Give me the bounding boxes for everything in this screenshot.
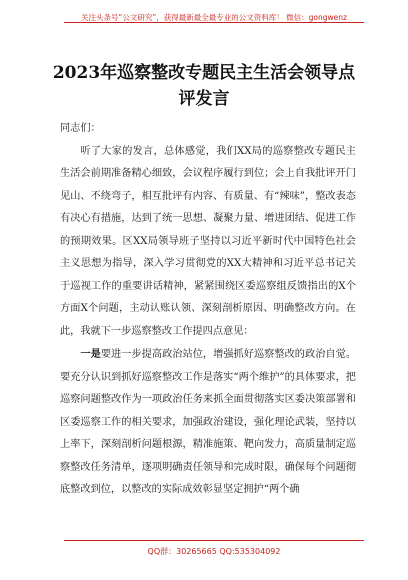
title-line-2: 评发言 [178, 89, 230, 109]
paragraph-2-text: 要进一步提高政治站位，增强抓好巡察整改的政治自觉。要充分认识到抓好巡察整改工作是落实“两个维护”的具体要求，把巡察问题整改作为一项政治任务来抓全面贯彻落实区委决策部署和区委巡察工作的相关要求，加强政治建设，强化理论武装，坚持以上率下，深刻剖析问题根源，精准施策、靶向发力，高质量制定巡察整改任务清单，逐项明确责任领导和完成时限，确保每个问题彻底整改到位，以整改的实际成效彰显坚定拥护“两个确 [60, 349, 357, 495]
paragraph-2-lead: 一是 [80, 348, 101, 360]
paragraph-1: 听了大家的发言，总体感觉，我们XX局的巡察整改专题民主生活会前期准备精心细致，会议程序履行到位；会上自我批评开门见山、不绕弯子，相互批评有内容、有质量、有“辣味”，整改表态有决心有措施，达到了统一思想、凝聚力量、增进团结、促进工作的预期效果。区XX局领导班子坚持以习近平新时代中国特色社会主义思想为指导，深入学习贯彻党的XX大精神和习近平总书记关于巡视工作的重要讲话精神，紧紧围绕区委巡察组反馈指出的X个方面X个问题，主动认账认领、深刻剖析原因、明确整改方向。在此，我就下一步巡察整改工作提四点意见： [60, 145, 356, 337]
page-footer-text: QQ群：30265665 QQ:535304092 [147, 547, 281, 556]
page-header-text: 关注头条号“公文研究”，获得最新最全最专业的公文资料库！ 微信：gongwenz [81, 13, 347, 22]
footer-divider [64, 540, 364, 541]
title-line-1: 2023年巡察整改专题民主生活会领导点 [52, 63, 356, 83]
document-body [60, 118, 356, 502]
header-divider [64, 22, 364, 23]
document-title [50, 60, 358, 112]
salutation: 同志们： [60, 123, 101, 134]
paragraph-2 [60, 343, 356, 502]
